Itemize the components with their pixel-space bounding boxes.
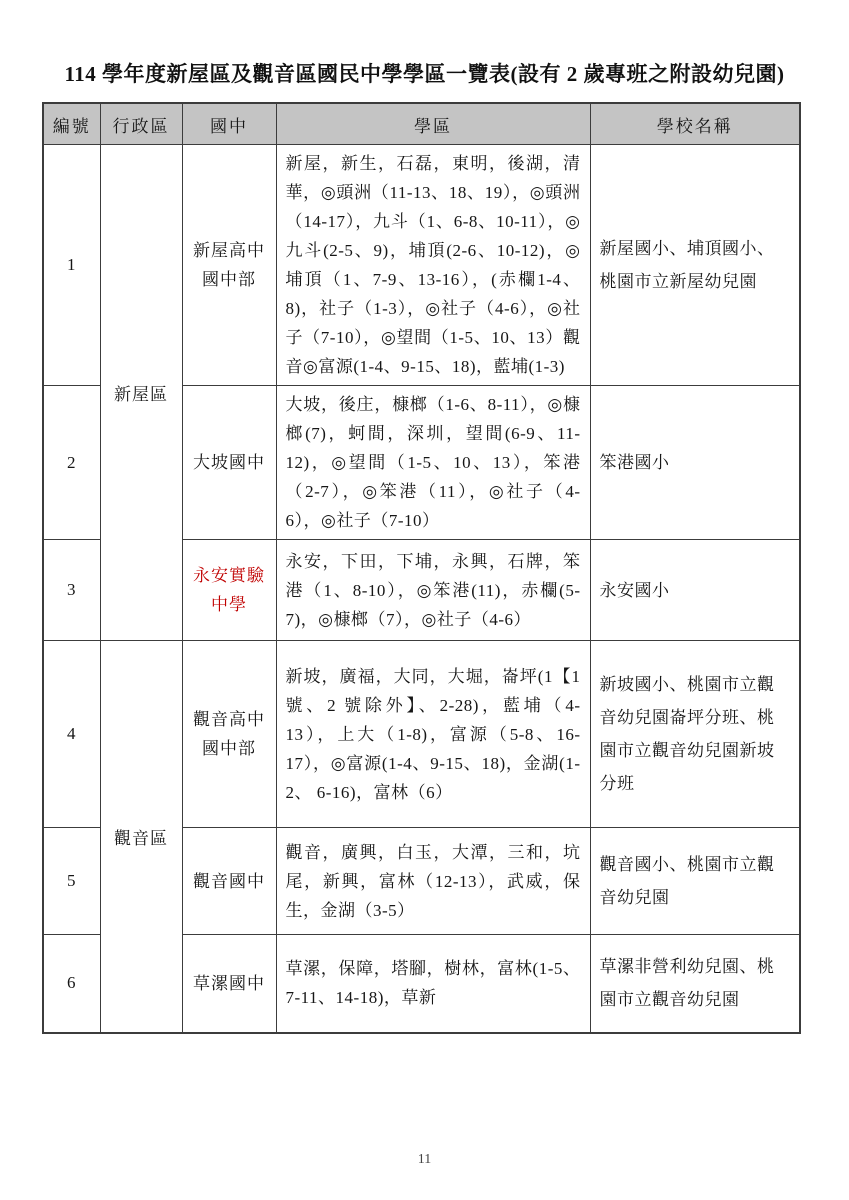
header-id: 編號 <box>43 103 100 145</box>
zone-cell: 新屋，新生，石磊，東明，後湖，清華，◎頭洲（11-13、18、19），◎頭洲（14-17），九斗（1、6-8、10-11），◎九斗(2-5、9)，埔頂(2-6、10-12)，◎埔頂（1、7-9、13-16），(赤欄1-4、8)，社子（1-3），◎社子（4-6），◎社子（7-10），◎望間（1-5、10、13）觀音◎富源(1-4、9-15、18)，藍埔(1-3) <box>276 145 590 386</box>
table-row <box>43 145 800 386</box>
junior-high-line: 新屋高中 <box>193 241 265 260</box>
junior-high-cell <box>182 145 276 386</box>
junior-high-line: 大坡國中 <box>193 453 265 472</box>
junior-high-cell <box>182 828 276 935</box>
header-district: 行政區 <box>100 103 182 145</box>
header-zone: 學區 <box>276 103 590 145</box>
junior-high-line: 永安實驗 <box>193 566 265 585</box>
schools-cell: 新屋國小、埔頂國小、桃園市立新屋幼兒園 <box>590 145 800 386</box>
zone-cell: 大坡，後庄，槺榔（1-6、8-11），◎槺榔(7)，蚵間，深圳，望間(6-9、11-12)，◎望間（1-5、10、13），笨港（2-7），◎笨港（11），◎社子（4-6），◎社子（7-10） <box>276 386 590 540</box>
school-district-table <box>42 102 801 1034</box>
schools-cell: 笨港國小 <box>590 386 800 540</box>
junior-high-line: 觀音國中 <box>193 871 265 891</box>
zone-cell: 草漯，保障，塔腳，樹林，富林(1-5、7-11、14-18)，草新 <box>276 935 590 1033</box>
schools-cell: 永安國小 <box>590 540 800 641</box>
row-id: 4 <box>43 641 100 828</box>
row-id: 3 <box>43 540 100 641</box>
junior-high-line: 草漯國中 <box>193 973 265 993</box>
header-school-names: 學校名稱 <box>590 103 800 145</box>
junior-high-line: 觀音高中 <box>193 710 265 729</box>
zone-cell: 永安，下田，下埔，永興，石牌，笨港（1、8-10），◎笨港(11)，赤欄(5-7)，◎槺榔（7），◎社子（4-6） <box>276 540 590 641</box>
junior-high-cell <box>182 386 276 540</box>
schools-cell: 新坡國小、桃園市立觀音幼兒園崙坪分班、桃園市立觀音幼兒園新坡分班 <box>590 641 800 828</box>
junior-high-line: 中學 <box>211 595 247 614</box>
page-title: 114 學年度新屋區及觀音區國民中學學區一覽表(設有 2 歲專班之附設幼兒園) <box>64 62 785 86</box>
header-junior-high: 國中 <box>182 103 276 145</box>
district-cell-xinwu: 新屋區 <box>100 145 182 641</box>
page-number: 11 <box>417 1152 432 1167</box>
junior-high-cell <box>182 641 276 828</box>
junior-high-line: 國中部 <box>202 739 256 758</box>
row-id: 5 <box>43 828 100 935</box>
row-id: 6 <box>43 935 100 1033</box>
row-id: 1 <box>43 145 100 386</box>
zone-cell: 新坡，廣福，大同，大堀，崙坪(1【1 號、2 號除外】、2-28)，藍埔（4-13），上大（1-8)，富源（5-8、16-17），◎富源(1-4、9-15、18)，金湖(1-2、 6-16)，富林（6） <box>276 641 590 828</box>
table-header-row <box>43 103 800 145</box>
junior-high-cell <box>182 935 276 1033</box>
schools-cell: 草漯非營利幼兒園、桃園市立觀音幼兒園 <box>590 935 800 1033</box>
junior-high-cell-highlighted <box>182 540 276 641</box>
zone-cell: 觀音，廣興，白玉，大潭，三和，坑尾，新興，富林（12-13），武威，保生，金湖（3-5） <box>276 828 590 935</box>
district-cell-guanyin: 觀音區 <box>100 641 182 1033</box>
schools-cell: 觀音國小、桃園市立觀音幼兒園 <box>590 828 800 935</box>
junior-high-line: 國中部 <box>202 270 256 289</box>
table-row <box>43 641 800 828</box>
row-id: 2 <box>43 386 100 540</box>
